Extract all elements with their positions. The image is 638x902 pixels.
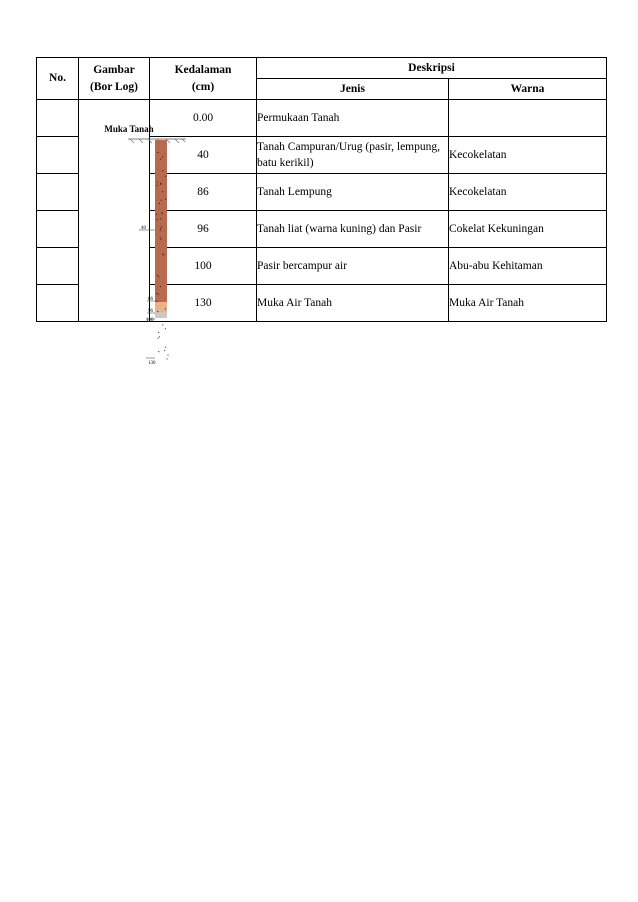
gravel-dot <box>157 338 158 339</box>
gravel-dot <box>162 324 163 325</box>
soil-dot <box>162 191 163 192</box>
jenis-cell: Pasir bercampur air <box>257 248 449 285</box>
header-gambar-line2: (Bor Log) <box>89 80 139 93</box>
soil-dot <box>159 203 160 204</box>
soil-dot <box>157 311 158 312</box>
soil-dot <box>165 199 166 200</box>
jenis-cell: Tanah liat (warna kuning) dan Pasir <box>257 211 449 248</box>
soil-dot <box>165 308 166 309</box>
depth-cell: 40 <box>150 137 257 174</box>
header-deskripsi: Deskripsi <box>257 58 607 79</box>
soil-dot <box>161 200 162 201</box>
gravel-dot <box>167 354 168 355</box>
row-no-cell <box>37 211 79 248</box>
table-row <box>37 100 607 137</box>
depth-marker-130 <box>146 358 156 366</box>
gravel-dot <box>159 336 160 337</box>
row-no-cell <box>37 137 79 174</box>
header-kedalaman-line2: (cm) <box>191 80 215 93</box>
soil-dot <box>157 219 158 220</box>
warna-cell: Cokelat Kekuningan <box>449 211 607 248</box>
header-gambar-line1: Gambar <box>93 63 135 76</box>
gravel-dot <box>166 358 167 359</box>
depth-label-130: 130 <box>148 361 156 366</box>
jenis-cell: Muka Air Tanah <box>257 285 449 322</box>
soil-dot <box>160 230 161 231</box>
depth-label-100: 100 <box>146 318 154 323</box>
header-jenis: Jenis <box>257 79 449 100</box>
soil-dot <box>162 170 163 171</box>
soil-dot <box>160 237 161 238</box>
gravel-dot <box>165 347 166 348</box>
header-warna: Warna <box>449 79 607 100</box>
warna-cell <box>449 100 607 137</box>
jenis-cell: Tanah Lempung <box>257 174 449 211</box>
depth-cell: 0.00 <box>150 100 257 137</box>
soil-column <box>155 140 167 302</box>
depth-label-40: 40 <box>141 226 146 231</box>
soil-dot <box>160 239 161 240</box>
depth-cell: 100 <box>150 248 257 285</box>
soil-dot <box>158 294 159 295</box>
header-kedalaman <box>150 58 257 100</box>
header-no: No. <box>37 58 79 100</box>
warna-cell: Kecokelatan <box>449 137 607 174</box>
row-no-cell <box>37 100 79 137</box>
soil-dot <box>165 176 166 177</box>
gravel-texture <box>157 324 168 359</box>
bor-log-cell <box>79 100 156 366</box>
row-no-cell <box>37 248 79 285</box>
soil-dot <box>160 218 161 219</box>
depth-cell: 86 <box>150 174 257 211</box>
soil-dot <box>160 286 161 287</box>
soil-dot <box>158 276 159 277</box>
soil-dot <box>157 152 158 153</box>
soil-dot <box>160 228 161 229</box>
soil-dot <box>157 182 158 183</box>
soil-dot <box>157 185 158 186</box>
row-no-cell <box>37 285 79 322</box>
warna-cell: Abu-abu Kehitaman <box>449 248 607 285</box>
soil-dot <box>162 156 163 157</box>
row-no-cell <box>37 174 79 211</box>
soil-dot <box>161 213 162 214</box>
soil-dot <box>156 301 157 302</box>
warna-cell: Muka Air Tanah <box>449 285 607 322</box>
soil-dot <box>162 253 163 254</box>
bor-log-drawing <box>79 100 156 366</box>
gravel-dot <box>165 328 166 329</box>
jenis-cell: Permukaan Tanah <box>257 100 449 137</box>
depth-label-96: 96 <box>148 309 153 314</box>
warna-cell: Kecokelatan <box>449 174 607 211</box>
depth-cell: 130 <box>150 285 257 322</box>
gravel-dot <box>164 350 165 351</box>
depth-label-86: 86 <box>148 297 153 302</box>
soil-dot <box>160 159 161 160</box>
gravel-dot <box>158 351 159 352</box>
depth-cell: 96 <box>150 211 257 248</box>
bor-log-table <box>36 57 607 366</box>
sand-layer <box>155 302 167 312</box>
soil-dot <box>163 254 164 255</box>
water-layer <box>155 312 167 318</box>
soil-dot <box>160 184 161 185</box>
gravel-dot <box>158 332 159 333</box>
jenis-cell: Tanah Campuran/Urug (pasir, lempung, batu kerikil) <box>257 137 449 174</box>
soil-dot <box>161 226 162 227</box>
soil-dot <box>161 212 162 213</box>
soil-dot <box>156 214 157 215</box>
header-kedalaman-line1: Kedalaman <box>174 63 232 76</box>
soil-dot <box>156 293 157 294</box>
bor-log-title: Muka Tanah <box>104 124 154 134</box>
soil-dot <box>157 275 158 276</box>
header-gambar <box>79 58 150 100</box>
